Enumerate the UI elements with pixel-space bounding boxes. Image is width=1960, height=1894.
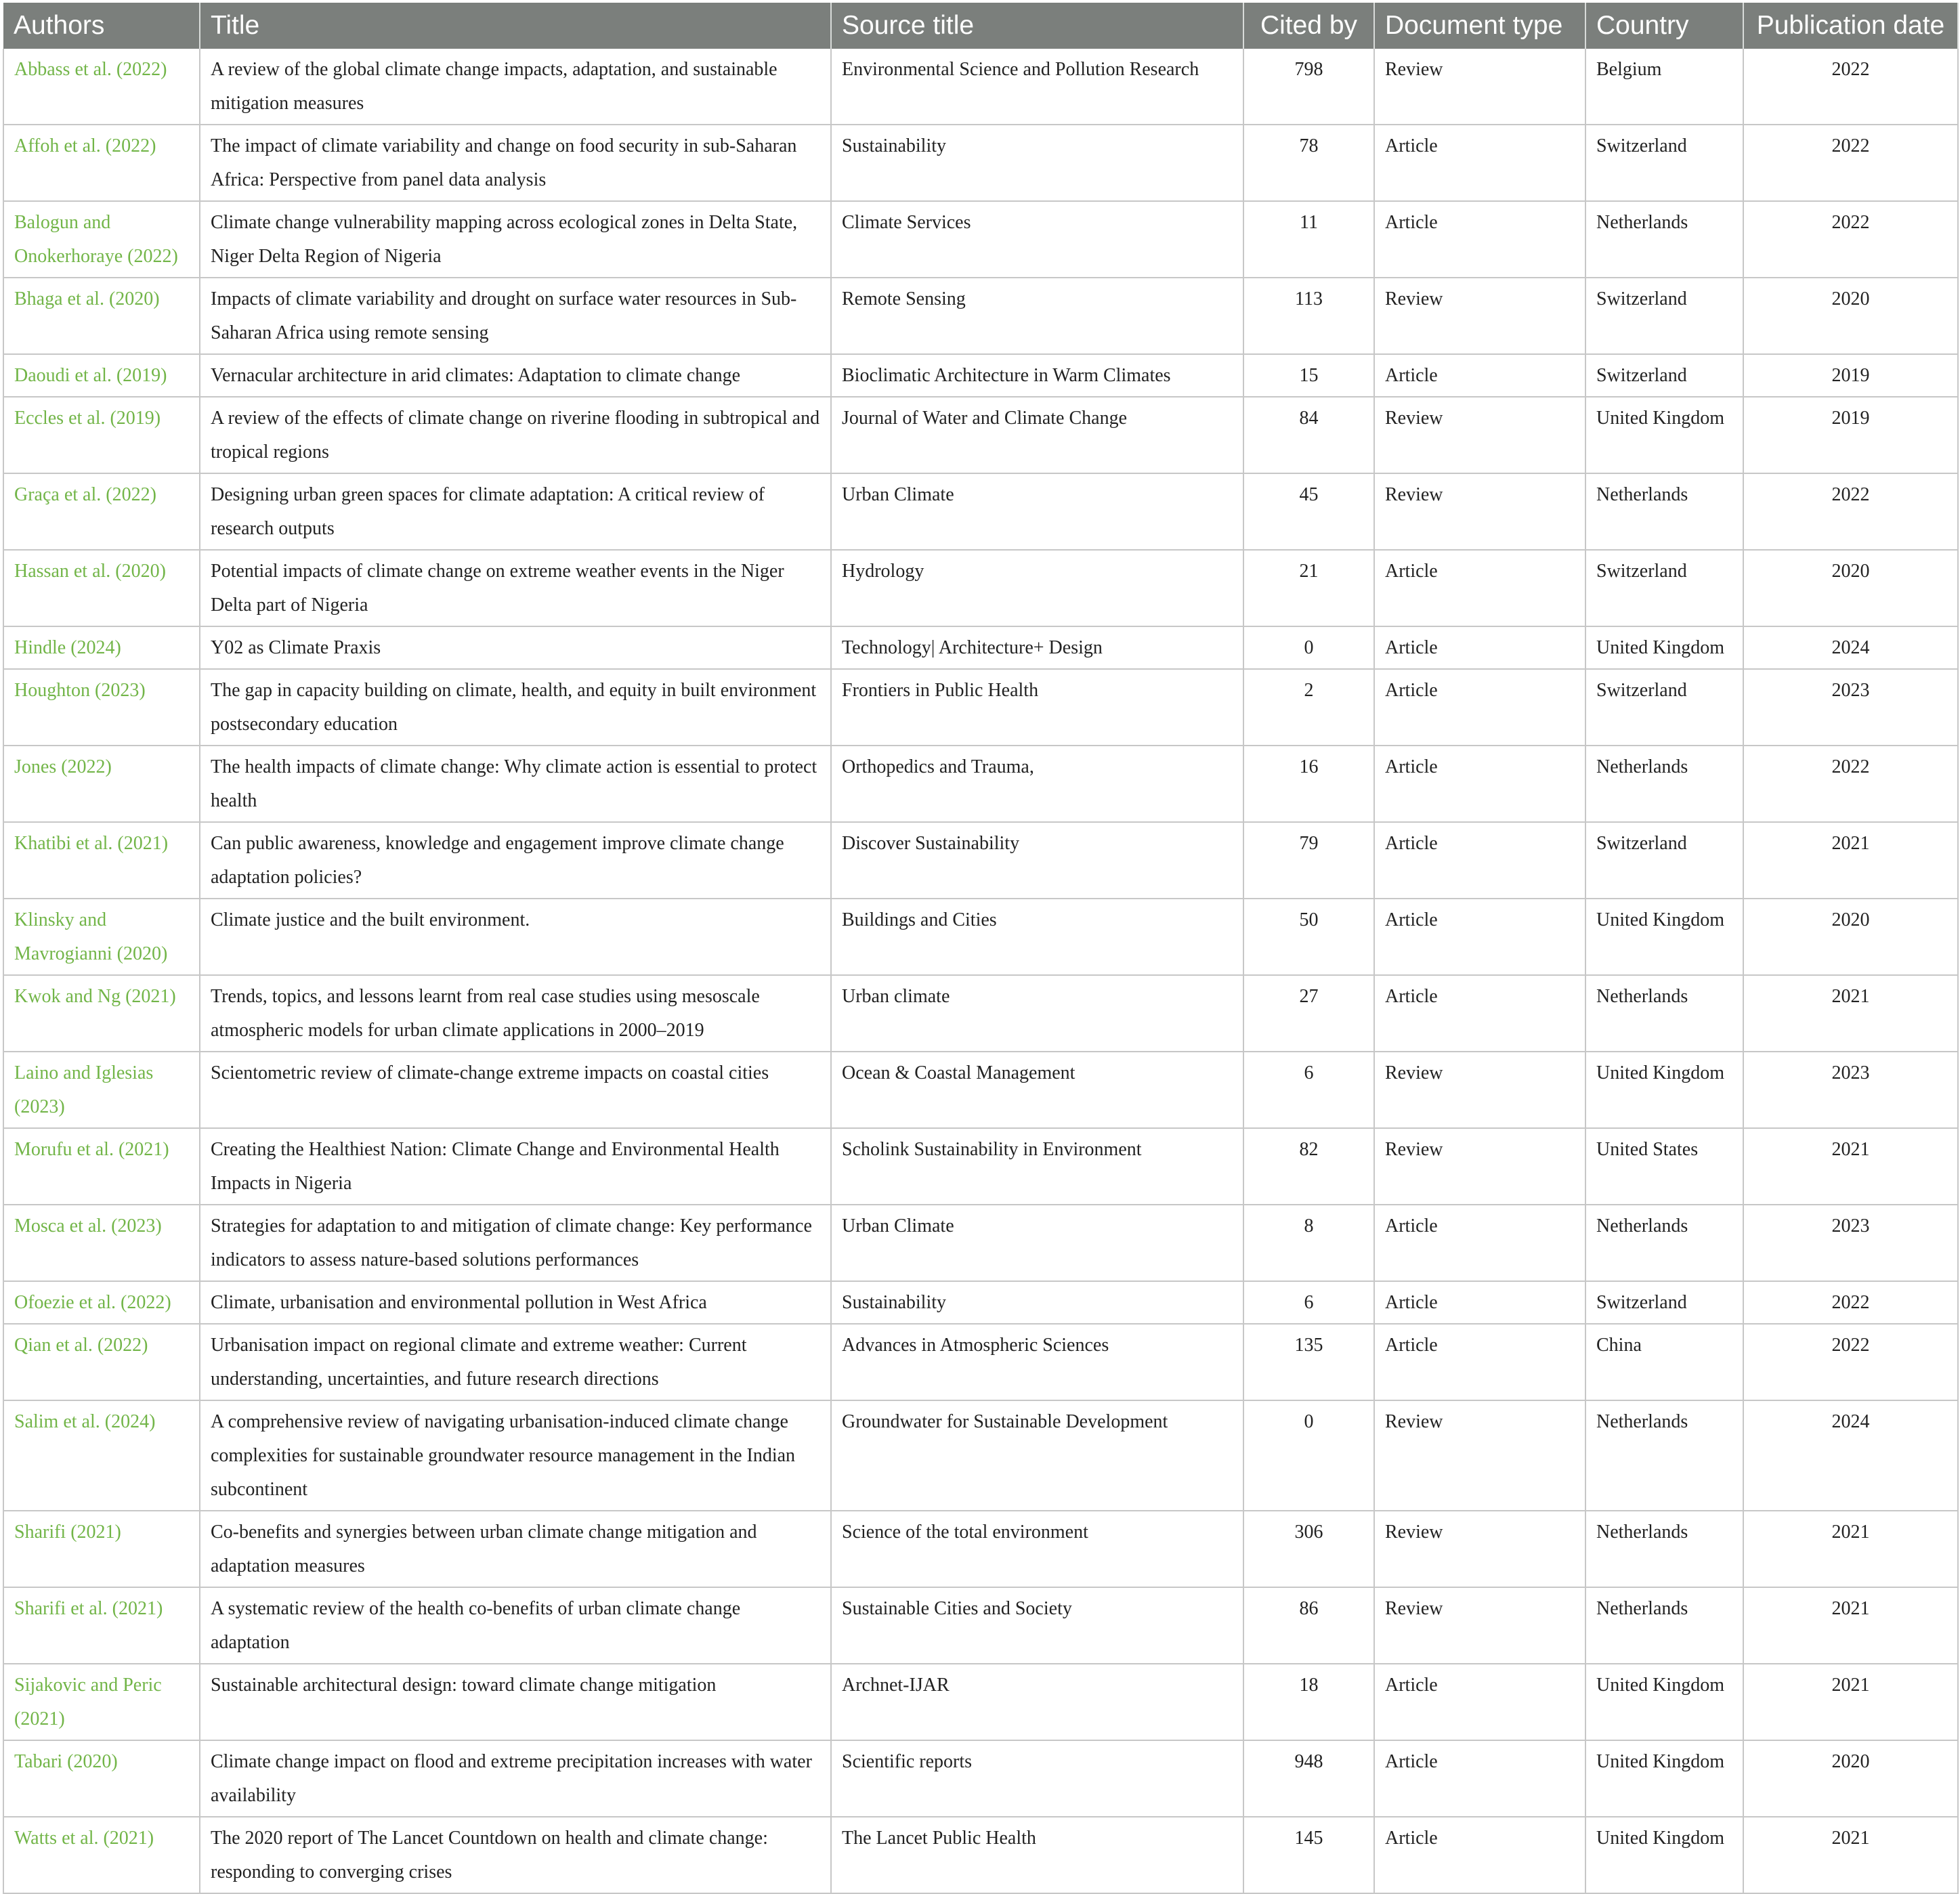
document-type-cell: Article: [1374, 1281, 1585, 1324]
table-row: [3, 822, 1958, 899]
document-type-cell: Review: [1374, 278, 1585, 354]
source-cell: Scholink Sustainability in Environment: [831, 1128, 1243, 1205]
table-row: [3, 1324, 1958, 1400]
author-cell[interactable]: Kwok and Ng (2021): [3, 975, 200, 1052]
publication-date-cell: 2023: [1743, 1052, 1958, 1128]
document-type-cell: Article: [1374, 1324, 1585, 1400]
table-row: [3, 1664, 1958, 1740]
cited-by-cell: 50: [1243, 899, 1374, 975]
publication-date-cell: 2021: [1743, 1587, 1958, 1664]
table-row: [3, 49, 1958, 125]
source-cell: Urban Climate: [831, 473, 1243, 550]
cited-by-cell: 27: [1243, 975, 1374, 1052]
cited-by-cell: 306: [1243, 1511, 1374, 1587]
document-type-cell: Article: [1374, 669, 1585, 746]
author-cell[interactable]: Klinsky and Mavrogianni (2020): [3, 899, 200, 975]
publication-date-cell: 2022: [1743, 49, 1958, 125]
cited-by-cell: 798: [1243, 49, 1374, 125]
title-cell: Creating the Healthiest Nation: Climate Change and Environmental Health Impacts in Nigeria: [200, 1128, 831, 1205]
source-cell: Journal of Water and Climate Change: [831, 397, 1243, 473]
table-row: [3, 975, 1958, 1052]
table-row: [3, 1205, 1958, 1281]
document-type-cell: Review: [1374, 1511, 1585, 1587]
country-cell: Netherlands: [1585, 1587, 1743, 1664]
table-row: [3, 473, 1958, 550]
cited-by-cell: 948: [1243, 1740, 1374, 1817]
table-row: [3, 1817, 1958, 1893]
country-cell: Switzerland: [1585, 1281, 1743, 1324]
table-row: [3, 397, 1958, 473]
country-cell: United Kingdom: [1585, 1740, 1743, 1817]
document-type-cell: Review: [1374, 473, 1585, 550]
country-cell: United Kingdom: [1585, 626, 1743, 669]
country-cell: United Kingdom: [1585, 1817, 1743, 1893]
author-cell[interactable]: Abbass et al. (2022): [3, 49, 200, 125]
title-cell: A review of the effects of climate change on riverine flooding in subtropical and tropical regions: [200, 397, 831, 473]
title-cell: Climate change vulnerability mapping across ecological zones in Delta State, Niger Delta Region of Nigeria: [200, 201, 831, 278]
title-cell: Y02 as Climate Praxis: [200, 626, 831, 669]
author-cell[interactable]: Sharifi (2021): [3, 1511, 200, 1587]
document-type-cell: Article: [1374, 1740, 1585, 1817]
author-cell[interactable]: Bhaga et al. (2020): [3, 278, 200, 354]
document-type-cell: Article: [1374, 1817, 1585, 1893]
document-type-cell: Article: [1374, 975, 1585, 1052]
country-cell: Belgium: [1585, 49, 1743, 125]
header-title: Title: [200, 3, 831, 49]
source-cell: Hydrology: [831, 550, 1243, 626]
author-cell[interactable]: Ofoezie et al. (2022): [3, 1281, 200, 1324]
author-cell[interactable]: Affoh et al. (2022): [3, 125, 200, 201]
publication-date-cell: 2022: [1743, 1281, 1958, 1324]
country-cell: Netherlands: [1585, 746, 1743, 822]
author-cell[interactable]: Graça et al. (2022): [3, 473, 200, 550]
publication-date-cell: 2021: [1743, 1128, 1958, 1205]
cited-by-cell: 11: [1243, 201, 1374, 278]
document-type-cell: Review: [1374, 1052, 1585, 1128]
cited-by-cell: 16: [1243, 746, 1374, 822]
source-cell: Scientific reports: [831, 1740, 1243, 1817]
source-cell: Groundwater for Sustainable Development: [831, 1400, 1243, 1511]
table-row: [3, 201, 1958, 278]
header-publication-date: Publication date: [1743, 3, 1958, 49]
cited-by-cell: 15: [1243, 354, 1374, 397]
source-cell: Archnet-IJAR: [831, 1664, 1243, 1740]
author-cell[interactable]: Laino and Iglesias (2023): [3, 1052, 200, 1128]
title-cell: Climate justice and the built environment.: [200, 899, 831, 975]
publication-date-cell: 2024: [1743, 1400, 1958, 1511]
title-cell: Climate change impact on flood and extreme precipitation increases with water availability: [200, 1740, 831, 1817]
source-cell: Buildings and Cities: [831, 899, 1243, 975]
title-cell: Scientometric review of climate-change extreme impacts on coastal cities: [200, 1052, 831, 1128]
source-cell: The Lancet Public Health: [831, 1817, 1243, 1893]
author-cell[interactable]: Khatibi et al. (2021): [3, 822, 200, 899]
cited-by-cell: 113: [1243, 278, 1374, 354]
table-row: [3, 1128, 1958, 1205]
header-authors: Authors: [3, 3, 200, 49]
title-cell: Potential impacts of climate change on extreme weather events in the Niger Delta part of Nigeria: [200, 550, 831, 626]
document-type-cell: Review: [1374, 1587, 1585, 1664]
country-cell: United Kingdom: [1585, 1664, 1743, 1740]
source-cell: Urban Climate: [831, 1205, 1243, 1281]
source-cell: Discover Sustainability: [831, 822, 1243, 899]
cited-by-cell: 84: [1243, 397, 1374, 473]
document-type-cell: Article: [1374, 125, 1585, 201]
country-cell: Netherlands: [1585, 1205, 1743, 1281]
country-cell: United Kingdom: [1585, 397, 1743, 473]
country-cell: Netherlands: [1585, 201, 1743, 278]
document-type-cell: Article: [1374, 626, 1585, 669]
document-type-cell: Review: [1374, 49, 1585, 125]
publication-date-cell: 2020: [1743, 550, 1958, 626]
table-row: [3, 669, 1958, 746]
country-cell: China: [1585, 1324, 1743, 1400]
cited-by-cell: 78: [1243, 125, 1374, 201]
table-row: [3, 550, 1958, 626]
country-cell: Switzerland: [1585, 550, 1743, 626]
document-type-cell: Article: [1374, 550, 1585, 626]
table-row: [3, 1281, 1958, 1324]
table-row: [3, 125, 1958, 201]
country-cell: Switzerland: [1585, 822, 1743, 899]
cited-by-cell: 82: [1243, 1128, 1374, 1205]
source-cell: Frontiers in Public Health: [831, 669, 1243, 746]
author-cell[interactable]: Sharifi et al. (2021): [3, 1587, 200, 1664]
header-country: Country: [1585, 3, 1743, 49]
author-cell[interactable]: Watts et al. (2021): [3, 1817, 200, 1893]
cited-by-cell: 8: [1243, 1205, 1374, 1281]
cited-by-cell: 145: [1243, 1817, 1374, 1893]
source-cell: Ocean & Coastal Management: [831, 1052, 1243, 1128]
country-cell: Switzerland: [1585, 278, 1743, 354]
publication-date-cell: 2020: [1743, 1740, 1958, 1817]
cited-by-cell: 0: [1243, 626, 1374, 669]
author-cell[interactable]: Daoudi et al. (2019): [3, 354, 200, 397]
author-cell[interactable]: Salim et al. (2024): [3, 1400, 200, 1511]
cited-by-cell: 18: [1243, 1664, 1374, 1740]
table-body: [3, 49, 1958, 1893]
title-cell: A systematic review of the health co-benefits of urban climate change adaptation: [200, 1587, 831, 1664]
title-cell: Impacts of climate variability and drought on surface water resources in Sub-Saharan Africa using remote sensing: [200, 278, 831, 354]
country-cell: United Kingdom: [1585, 899, 1743, 975]
title-cell: A review of the global climate change impacts, adaptation, and sustainable mitigation measures: [200, 49, 831, 125]
publication-date-cell: 2022: [1743, 746, 1958, 822]
document-type-cell: Review: [1374, 397, 1585, 473]
title-cell: Sustainable architectural design: toward climate change mitigation: [200, 1664, 831, 1740]
title-cell: Co-benefits and synergies between urban climate change mitigation and adaptation measures: [200, 1511, 831, 1587]
cited-by-cell: 86: [1243, 1587, 1374, 1664]
table-row: [3, 899, 1958, 975]
title-cell: The impact of climate variability and change on food security in sub-Saharan Africa: Perspective from panel data analysis: [200, 125, 831, 201]
document-type-cell: Article: [1374, 201, 1585, 278]
publication-date-cell: 2019: [1743, 354, 1958, 397]
cited-by-cell: 135: [1243, 1324, 1374, 1400]
publication-date-cell: 2022: [1743, 125, 1958, 201]
source-cell: Advances in Atmospheric Sciences: [831, 1324, 1243, 1400]
cited-by-cell: 2: [1243, 669, 1374, 746]
publication-date-cell: 2021: [1743, 1817, 1958, 1893]
country-cell: United States: [1585, 1128, 1743, 1205]
header-row: [3, 3, 1958, 49]
source-cell: Environmental Science and Pollution Research: [831, 49, 1243, 125]
author-cell[interactable]: Tabari (2020): [3, 1740, 200, 1817]
cited-by-cell: 21: [1243, 550, 1374, 626]
table-row: [3, 1511, 1958, 1587]
source-cell: Urban climate: [831, 975, 1243, 1052]
table-row: [3, 1740, 1958, 1817]
title-cell: Trends, topics, and lessons learnt from real case studies using mesoscale atmospheric models for urban climate applications in 2000–2019: [200, 975, 831, 1052]
header-source-title: Source title: [831, 3, 1243, 49]
source-cell: Bioclimatic Architecture in Warm Climates: [831, 354, 1243, 397]
country-cell: Switzerland: [1585, 669, 1743, 746]
header-document-type: Document type: [1374, 3, 1585, 49]
document-type-cell: Article: [1374, 354, 1585, 397]
source-cell: Science of the total environment: [831, 1511, 1243, 1587]
title-cell: The 2020 report of The Lancet Countdown on health and climate change: responding to converging crises: [200, 1817, 831, 1893]
publication-date-cell: 2020: [1743, 899, 1958, 975]
publication-date-cell: 2021: [1743, 1664, 1958, 1740]
source-cell: Climate Services: [831, 201, 1243, 278]
table-row: [3, 278, 1958, 354]
author-cell[interactable]: Hassan et al. (2020): [3, 550, 200, 626]
author-cell[interactable]: Balogun and Onokerhoraye (2022): [3, 201, 200, 278]
publication-date-cell: 2021: [1743, 822, 1958, 899]
publication-date-cell: 2019: [1743, 397, 1958, 473]
document-type-cell: Review: [1374, 1128, 1585, 1205]
author-cell[interactable]: Hindle (2024): [3, 626, 200, 669]
table-row: [3, 1587, 1958, 1664]
author-cell[interactable]: Qian et al. (2022): [3, 1324, 200, 1400]
header-cited-by: Cited by: [1243, 3, 1374, 49]
title-cell: Climate, urbanisation and environmental pollution in West Africa: [200, 1281, 831, 1324]
author-cell[interactable]: Jones (2022): [3, 746, 200, 822]
country-cell: Netherlands: [1585, 1400, 1743, 1511]
cited-by-cell: 79: [1243, 822, 1374, 899]
table-row: [3, 626, 1958, 669]
table-row: [3, 1052, 1958, 1128]
author-cell[interactable]: Sijakovic and Peric (2021): [3, 1664, 200, 1740]
literature-table: [3, 3, 1959, 1894]
country-cell: Switzerland: [1585, 125, 1743, 201]
document-type-cell: Review: [1374, 1400, 1585, 1511]
table-row: [3, 746, 1958, 822]
title-cell: The gap in capacity building on climate, health, and equity in built environment postsecondary education: [200, 669, 831, 746]
table-row: [3, 1400, 1958, 1511]
source-cell: Orthopedics and Trauma,: [831, 746, 1243, 822]
publication-date-cell: 2024: [1743, 626, 1958, 669]
country-cell: Netherlands: [1585, 975, 1743, 1052]
country-cell: Netherlands: [1585, 473, 1743, 550]
document-type-cell: Article: [1374, 1664, 1585, 1740]
title-cell: Strategies for adaptation to and mitigation of climate change: Key performance indicators to assess nature-based solutions performances: [200, 1205, 831, 1281]
publication-date-cell: 2020: [1743, 278, 1958, 354]
table-row: [3, 354, 1958, 397]
publication-date-cell: 2021: [1743, 1511, 1958, 1587]
author-cell[interactable]: Eccles et al. (2019): [3, 397, 200, 473]
author-cell[interactable]: Morufu et al. (2021): [3, 1128, 200, 1205]
cited-by-cell: 6: [1243, 1281, 1374, 1324]
country-cell: Netherlands: [1585, 1511, 1743, 1587]
source-cell: Remote Sensing: [831, 278, 1243, 354]
title-cell: Can public awareness, knowledge and engagement improve climate change adaptation policies?: [200, 822, 831, 899]
cited-by-cell: 45: [1243, 473, 1374, 550]
title-cell: Vernacular architecture in arid climates: Adaptation to climate change: [200, 354, 831, 397]
author-cell[interactable]: Mosca et al. (2023): [3, 1205, 200, 1281]
publication-date-cell: 2022: [1743, 1324, 1958, 1400]
source-cell: Sustainable Cities and Society: [831, 1587, 1243, 1664]
source-cell: Technology| Architecture+ Design: [831, 626, 1243, 669]
document-type-cell: Article: [1374, 1205, 1585, 1281]
country-cell: United Kingdom: [1585, 1052, 1743, 1128]
publication-date-cell: 2023: [1743, 1205, 1958, 1281]
publication-date-cell: 2023: [1743, 669, 1958, 746]
title-cell: Designing urban green spaces for climate adaptation: A critical review of research outputs: [200, 473, 831, 550]
source-cell: Sustainability: [831, 125, 1243, 201]
country-cell: Switzerland: [1585, 354, 1743, 397]
document-type-cell: Article: [1374, 746, 1585, 822]
publication-date-cell: 2022: [1743, 473, 1958, 550]
document-type-cell: Article: [1374, 822, 1585, 899]
cited-by-cell: 6: [1243, 1052, 1374, 1128]
source-cell: Sustainability: [831, 1281, 1243, 1324]
publication-date-cell: 2021: [1743, 975, 1958, 1052]
publication-date-cell: 2022: [1743, 201, 1958, 278]
author-cell[interactable]: Houghton (2023): [3, 669, 200, 746]
cited-by-cell: 0: [1243, 1400, 1374, 1511]
title-cell: The health impacts of climate change: Why climate action is essential to protect health: [200, 746, 831, 822]
document-type-cell: Article: [1374, 899, 1585, 975]
title-cell: A comprehensive review of navigating urbanisation-induced climate change complexities for sustainable groundwater resource management in the Indian subcontinent: [200, 1400, 831, 1511]
title-cell: Urbanisation impact on regional climate and extreme weather: Current understanding, uncertainties, and future research directions: [200, 1324, 831, 1400]
literature-table-container: [3, 3, 1957, 1894]
